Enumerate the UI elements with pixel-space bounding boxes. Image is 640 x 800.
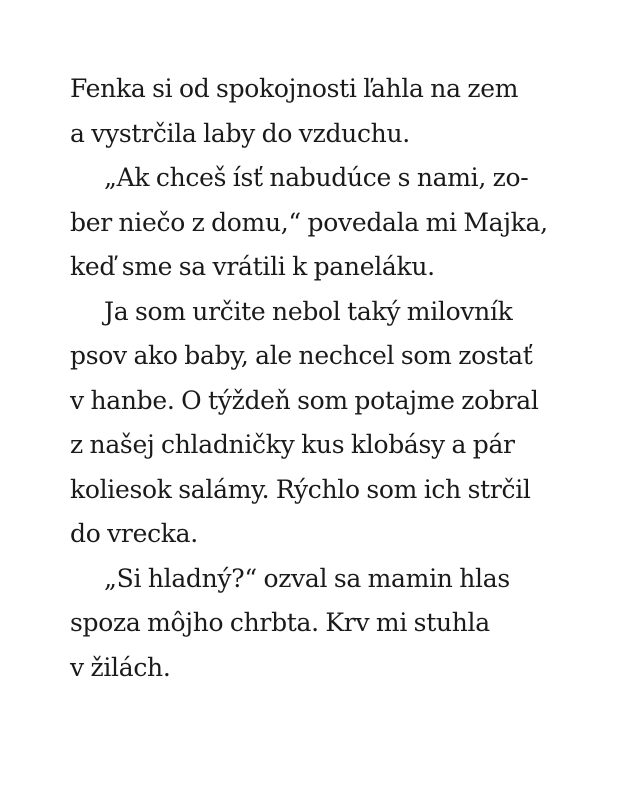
text-line: spoza môjho chrbta. Krv mi stuhla xyxy=(70,608,490,637)
body-text xyxy=(70,67,590,690)
text-line: Ja som určite nebol taký milovník xyxy=(104,296,513,326)
text-line: Fenka si od spokojnosti ľahla na zem xyxy=(70,74,519,103)
text-line: z našej chladničky kus klobásy a pár xyxy=(70,430,515,459)
text-line: koliesok salámy. Rýchlo som ich strčil xyxy=(70,474,531,504)
text-line: v hanbe. O týždeň som potajme zobral xyxy=(70,385,539,415)
text-line: ber niečo z domu,“ povedala mi Majka, xyxy=(70,207,548,237)
text-line: do vrecka. xyxy=(70,519,198,548)
text-line: a vystrčila laby do vzduchu. xyxy=(70,118,410,148)
text-line: keď sme sa vrátili k paneláku. xyxy=(70,252,435,281)
text-line: psov ako baby, ale nechcel som zostať xyxy=(70,341,533,370)
text-line: „Ak chceš ísť nabudúce s nami, zo- xyxy=(104,163,529,192)
text-line: v žilách. xyxy=(70,652,171,682)
text-line: „Si hladný?“ ozval sa mamin hlas xyxy=(104,563,510,593)
